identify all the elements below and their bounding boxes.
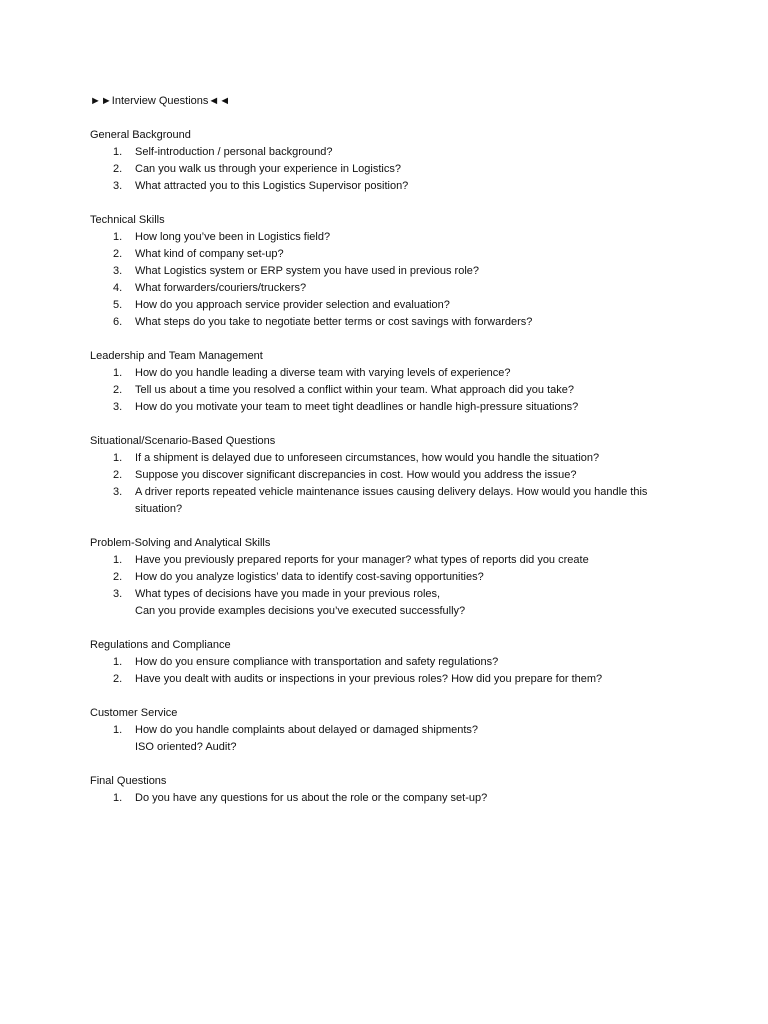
question-text: What kind of company set-up? [135, 248, 284, 260]
question-item [90, 586, 690, 620]
question-text: Have you dealt with audits or inspections in your previous roles? How did you prepare for them? [135, 673, 603, 685]
question-number: 3. [113, 588, 123, 600]
question-list [90, 365, 690, 416]
question-text-continuation: ISO oriented? Audit? [135, 741, 237, 753]
question-text: Self-introduction / personal background? [135, 146, 333, 158]
question-number: 1. [113, 367, 123, 379]
question-text: A driver reports repeated vehicle maintenance issues causing delivery delays. How would you handle this [135, 486, 648, 498]
question-number: 1. [113, 146, 123, 158]
question-list [90, 144, 690, 195]
question-text: How do you approach service provider selection and evaluation? [135, 299, 450, 311]
question-list [90, 229, 690, 331]
question-list [90, 790, 690, 807]
question-item [90, 484, 690, 518]
question-text: Suppose you discover significant discrepancies in cost. How would you address the issue? [135, 469, 577, 481]
question-item [90, 161, 690, 178]
question-number: 2. [113, 673, 123, 685]
question-text: What attracted you to this Logistics Supervisor position? [135, 180, 409, 192]
question-list [90, 654, 690, 688]
question-text: How long you’ve been in Logistics field? [135, 231, 331, 243]
question-text: What Logistics system or ERP system you have used in previous role? [135, 265, 480, 277]
question-section [90, 773, 690, 807]
section-heading: Problem-Solving and Analytical Skills [90, 537, 271, 549]
question-number: 3. [113, 401, 123, 413]
question-item [90, 552, 690, 569]
question-number: 4. [113, 282, 123, 294]
question-list [90, 722, 690, 756]
question-text: How do you ensure compliance with transportation and safety regulations? [135, 656, 499, 668]
question-sections [90, 127, 690, 807]
question-text: Have you previously prepared reports for your manager? what types of reports did you create [135, 554, 589, 566]
question-number: 2. [113, 248, 123, 260]
question-text: How do you handle leading a diverse team with varying levels of experience? [135, 367, 511, 379]
question-number: 1. [113, 452, 123, 464]
question-item [90, 399, 690, 416]
question-number: 3. [113, 486, 123, 498]
question-item [90, 654, 690, 671]
question-list [90, 552, 690, 620]
question-section [90, 433, 690, 518]
question-text: Do you have any questions for us about the role or the company set-up? [135, 792, 488, 804]
question-text: If a shipment is delayed due to unforeseen circumstances, how would you handle the situation? [135, 452, 600, 464]
question-item [90, 467, 690, 484]
question-text: What forwarders/couriers/truckers? [135, 282, 307, 294]
question-item [90, 790, 690, 807]
section-heading: Situational/Scenario-Based Questions [90, 435, 276, 447]
question-item [90, 178, 690, 195]
question-text: Tell us about a time you resolved a conflict within your team. What approach did you take? [135, 384, 575, 396]
question-number: 3. [113, 180, 123, 192]
section-heading: Customer Service [90, 707, 178, 719]
question-number: 2. [113, 571, 123, 583]
question-number: 2. [113, 469, 123, 481]
question-section [90, 705, 690, 756]
question-list [90, 450, 690, 518]
document-title: ►►Interview Questions◄◄ [90, 95, 231, 107]
question-text: How do you analyze logistics’ data to identify cost-saving opportunities? [135, 571, 484, 583]
question-item [90, 246, 690, 263]
question-item [90, 382, 690, 399]
question-number: 2. [113, 163, 123, 175]
question-number: 1. [113, 231, 123, 243]
question-section [90, 127, 690, 195]
question-text-continuation: Can you provide examples decisions you’ve executed successfully? [135, 605, 466, 617]
question-text: How do you motivate your team to meet tight deadlines or handle high-pressure situations? [135, 401, 579, 413]
question-text-continuation: situation? [135, 503, 183, 515]
section-heading: Technical Skills [90, 214, 165, 226]
question-section [90, 212, 690, 331]
question-item [90, 144, 690, 161]
question-item [90, 280, 690, 297]
question-item [90, 671, 690, 688]
section-heading: Leadership and Team Management [90, 350, 263, 362]
question-section [90, 637, 690, 688]
question-item [90, 365, 690, 382]
question-item [90, 263, 690, 280]
question-item [90, 314, 690, 331]
section-heading: Final Questions [90, 775, 167, 787]
section-heading: General Background [90, 129, 191, 141]
question-section [90, 348, 690, 416]
question-number: 1. [113, 724, 123, 736]
question-number: 1. [113, 554, 123, 566]
document-body [90, 93, 690, 824]
question-number: 3. [113, 265, 123, 277]
question-number: 1. [113, 792, 123, 804]
question-text: What types of decisions have you made in your previous roles, [135, 588, 441, 600]
question-item [90, 450, 690, 467]
question-section [90, 535, 690, 620]
question-number: 2. [113, 384, 123, 396]
question-text: Can you walk us through your experience in Logistics? [135, 163, 401, 175]
question-number: 6. [113, 316, 123, 328]
question-item [90, 229, 690, 246]
question-text: How do you handle complaints about delayed or damaged shipments? [135, 724, 479, 736]
question-item [90, 297, 690, 314]
question-text: What steps do you take to negotiate better terms or cost savings with forwarders? [135, 316, 533, 328]
question-item [90, 569, 690, 586]
question-number: 1. [113, 656, 123, 668]
section-heading: Regulations and Compliance [90, 639, 231, 651]
question-number: 5. [113, 299, 123, 311]
question-item [90, 722, 690, 756]
